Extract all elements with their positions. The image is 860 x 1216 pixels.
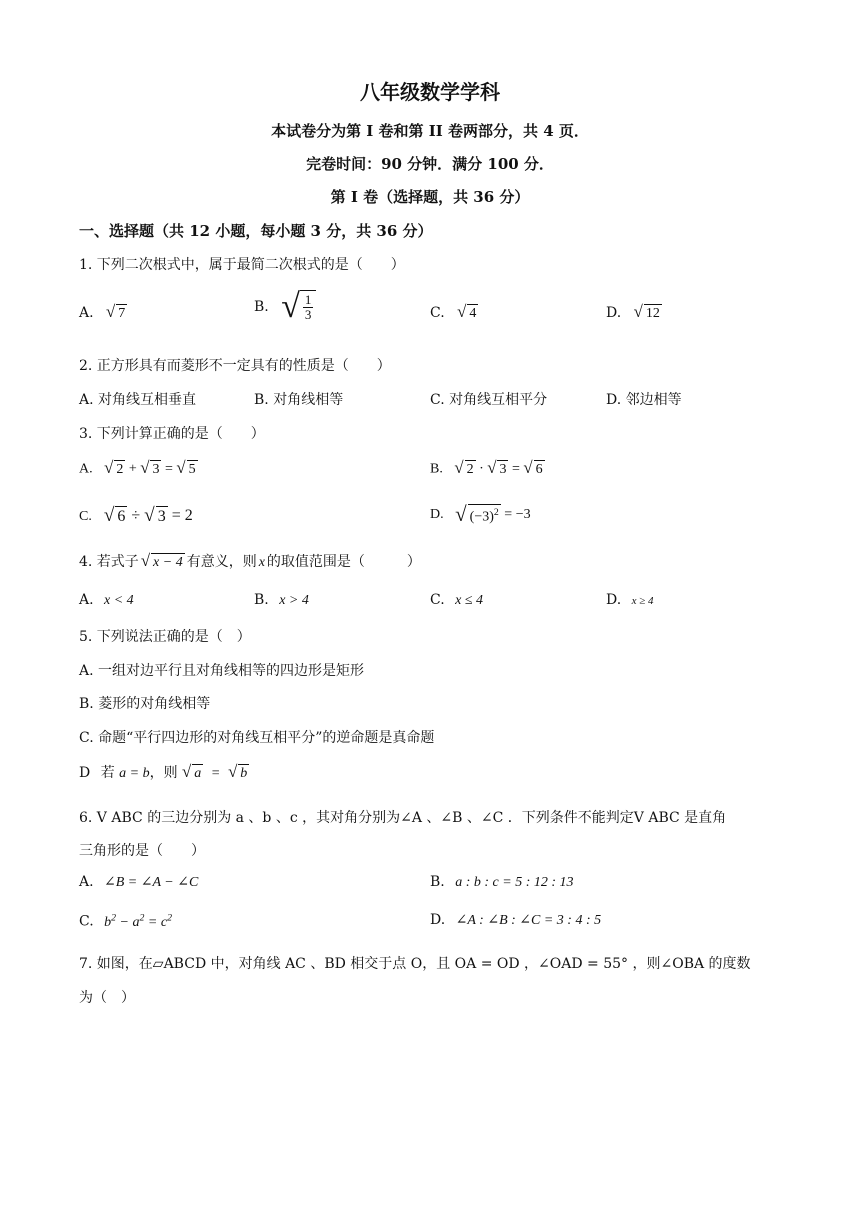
section-heading: 一、选择题（共 12 小题，每小题 3 分，共 36 分） (79, 222, 433, 240)
part-one-heading: 第 I 卷（选择题，共 36 分） (330, 188, 530, 206)
q3-option-d: D. √ $(-3)^2$ = −3 (430, 502, 531, 526)
q1-option-a: A. √ 7 (79, 302, 126, 322)
q3-option-b: B. √ 2 · √ 3 = √ 6 (430, 458, 543, 477)
q1-option-d: D. √ 12 (606, 302, 660, 322)
q2-option-c: C. 对角线互相平分 (430, 392, 548, 408)
question-4-stem: 4. 若式子 √ x − 4 有意义，则 x 的取值范围是（ ） (79, 550, 421, 570)
question-3-stem: 3. 下列计算正确的是（ ） (79, 426, 265, 442)
q6-option-d: D. ∠A : ∠B : ∠C = 3 : 4 : 5 (430, 912, 602, 928)
q2-option-d: D. 邻边相等 (606, 392, 682, 408)
q3-option-c: C. √ 6 ÷ √ 3 = 2 (79, 505, 193, 526)
exam-info-pages: 本试卷分为第 I 卷和第 II 卷两部分，共 4 页． (271, 122, 589, 140)
q4-option-b: B. x > 4 (254, 592, 309, 608)
question-2-stem: 2. 正方形具有而菱形不一定具有的性质是（ ） (79, 358, 391, 374)
q2-option-a: A. 对角线互相垂直 (79, 392, 197, 408)
question-7-stem-line2: 为（ ） (79, 990, 135, 1006)
question-6-stem-line2: 三角形的是（ ） (79, 843, 205, 859)
exam-info-time: 完卷时间：90 分钟．满分 100 分． (306, 155, 554, 173)
q6-option-b: B. a : b : c = 5 : 12 : 13 (430, 874, 574, 890)
q2-option-b: B. 对角线相等 (254, 392, 344, 408)
q1-option-c: C. √ 4 (430, 302, 477, 322)
q4-option-c: C. x ≤ 4 (430, 592, 484, 608)
question-7-stem-line1: 7. 如图，在▱ABCD 中，对角线 AC 、BD 相交于点 O，且 OA = OD ，∠OAD = 55° ，则∠OBA 的度数 (79, 956, 751, 972)
q4-option-d: D. x ≥ 4 (606, 592, 654, 608)
q5-option-b: B. 菱形的对角线相等 (79, 696, 211, 712)
q5-option-c: C. 命题“平行四边形的对角线互相平分”的逆命题是真命题 (79, 730, 435, 746)
q6-option-c: C. $b^2 - a^2 = c^2$ (79, 912, 172, 930)
q3-option-a: A. √ 2 + √ 3 = √ 5 (79, 458, 196, 477)
question-6-stem-line1: 6. V ABC 的三边分别为 a 、b 、c ，其对角分别为∠A 、∠B 、∠C ．下列条件不能判定V ABC 是直角 (79, 810, 727, 826)
q5-option-a: A. 一组对边平行且对角线相等的四边形是矩形 (79, 663, 365, 679)
question-1-stem: 1. 下列二次根式中，属于最简二次根式的是（ ） (79, 257, 405, 273)
q5-option-d: D 若 a = b，则 √ a = √ b (79, 761, 248, 781)
q1-option-b: B. √ $\frac{1}{3}$ (254, 290, 316, 324)
q6-option-a: A. ∠B = ∠A − ∠C (79, 874, 199, 890)
page-title: 八年级数学学科 (360, 80, 500, 104)
question-5-stem: 5. 下列说法正确的是（ ） (79, 629, 251, 645)
sqrt-fraction: √ $\frac{1}{3}$ (281, 290, 316, 324)
sqrt-symbol: √ 7 (106, 302, 126, 321)
q4-option-a: A. x < 4 (79, 592, 134, 608)
